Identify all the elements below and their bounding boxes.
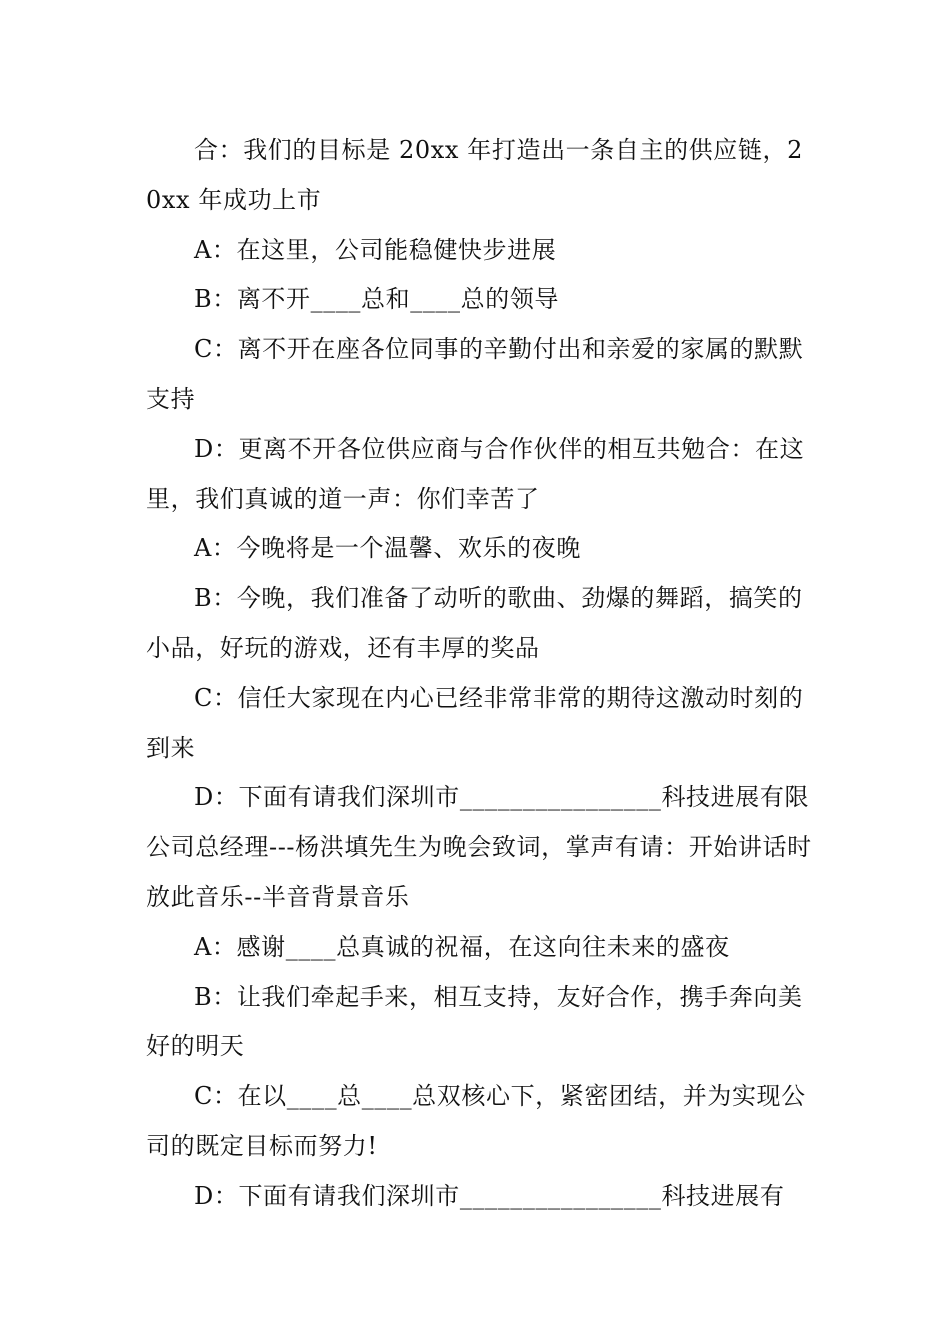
paragraph-d-partners: D：更离不开各位供应商与合作伙伴的相互共勉合：在这里，我们真诚的道一声：你们幸苦了 [146,434,805,513]
paragraph-d-speech-invite: D：下面有请我们深圳市________________科技进展有限公司总经理---杨洪填先生为晚会致词，掌声有请：开始讲话时放此音乐--半音背景音乐 [146,783,812,911]
document-body [146,126,814,1222]
paragraph-c-unity: C：在以____总____总双核心下，紧密团结，并为实现公司的既定目标而努力! [146,1082,806,1160]
paragraph-a-tonight: A：今晚将是一个温馨、欢乐的夜晚 [194,534,581,563]
paragraph-c-expectation: C：信任大家现在内心已经非常非常的期待这激动时刻的到来 [146,683,804,762]
paragraph-c-colleagues: C：离不开在座各位同事的辛勤付出和亲爱的家属的默默支持 [146,335,804,413]
paragraph-a-thanks: A：感谢____总真诚的祝福，在这向往未来的盛夜 [194,932,730,961]
paragraph-goal: 合：我们的目标是 20xx 年打造出一条自主的供应链，20xx 年成功上市 [146,136,803,214]
paragraph-d-second-invite: D：下面有请我们深圳市________________科技进展有 [194,1181,785,1210]
paragraph-b-cooperation: B：让我们牵起手来，相互支持，友好合作，携手奔向美好的明天 [146,982,803,1061]
paragraph-b-program: B：今晚，我们准备了动听的歌曲、劲爆的舞蹈，搞笑的小品，好玩的游戏，还有丰厚的奖品 [146,584,803,662]
paragraph-a-company: A：在这里，公司能稳健快步进展 [194,235,557,264]
paragraph-b-leadership: B：离不开____总和____总的领导 [194,285,560,314]
